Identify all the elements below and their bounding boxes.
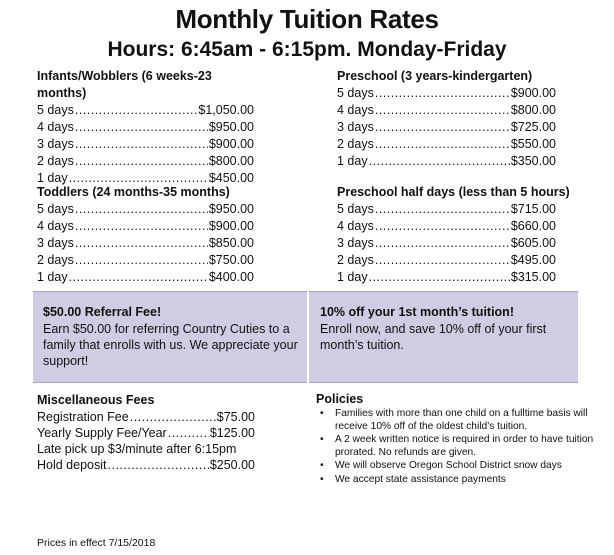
page-title: Monthly Tuition Rates — [175, 4, 439, 34]
rate-row: 2 days ..... $495.00 — [337, 252, 556, 269]
rate-row: 5 days ..... $950.00 — [37, 201, 254, 218]
rate-row: 3 days ..... $605.00 — [337, 235, 556, 252]
rate-row: 4 days ..... $950.00 — [37, 119, 254, 136]
policies-heading: Policies — [316, 392, 364, 406]
policies-list — [316, 408, 601, 486]
rate-row: 5 days ..... $715.00 — [337, 201, 556, 218]
rate-row: 4 days ..... $800.00 — [337, 102, 556, 119]
rate-row: 4 days ..... $660.00 — [337, 218, 556, 235]
hours-line: Hours: 6:45am - 6:15pm. Monday-Friday — [107, 38, 507, 61]
infants-rates — [37, 68, 254, 187]
rate-row: 3 days ..... $850.00 — [37, 235, 254, 252]
preschool-rates — [337, 68, 556, 170]
policy-item: • A 2 week written notice is required in order to have tuition prorated. No refunds are given. — [316, 434, 601, 459]
rate-row: 1 day ..... $450.00 — [37, 170, 254, 187]
toddlers-heading: Toddlers (24 months-35 months) — [37, 185, 230, 199]
policy-item: • We will observe Oregon School District snow days — [316, 460, 601, 473]
preschool-half-rates — [337, 184, 570, 286]
preschool-heading: Preschool (3 years-kindergarten) — [337, 69, 533, 83]
misc-fees — [37, 392, 255, 473]
referral-callout — [43, 304, 301, 369]
rate-row: 2 days ..... $750.00 — [37, 252, 254, 269]
referral-heading: $50.00 Referral Fee! — [43, 305, 162, 319]
promo-divider — [307, 291, 309, 383]
rate-row: 5 days ..... $1,050.00 — [37, 102, 254, 119]
policy-item: • Families with more than one child on a fulltime basis will receive 10% off of the oldest child’s tuition. — [316, 408, 601, 433]
rate-row: 3 days ..... $725.00 — [337, 119, 556, 136]
discount-heading: 10% off your 1st month’s tuition! — [320, 305, 514, 319]
discount-body: Enroll now, and save 10% off of your first month’s tuition. — [320, 322, 547, 352]
toddlers-rates — [37, 184, 254, 286]
rate-row: 1 day ..... $350.00 — [337, 153, 556, 170]
fee-row: Hold deposit ..... $250.00 — [37, 457, 255, 473]
rate-row: 2 days ..... $550.00 — [337, 136, 556, 153]
rate-row: 1 day ..... $400.00 — [37, 269, 254, 286]
rate-row: 1 day ..... $315.00 — [337, 269, 556, 286]
policy-item: • We accept state assistance payments — [316, 474, 601, 487]
rate-row: 3 days ..... $900.00 — [37, 136, 254, 153]
misc-fees-heading: Miscellaneous Fees — [37, 393, 155, 407]
discount-callout — [320, 304, 570, 353]
infants-heading: Infants/Wobblers (6 weeks-23 months) — [37, 69, 212, 100]
referral-body: Earn $50.00 for referring Country Cuties to a family that enrolls with us. We appreciate your support! — [43, 322, 298, 368]
rate-row: 2 days ..... $800.00 — [37, 153, 254, 170]
fee-row: Registration Fee ..... $75.00 — [37, 409, 255, 425]
prices-effective-note: Prices in effect 7/15/2018 — [37, 537, 156, 549]
fee-row: Yearly Supply Fee/Year ..... $125.00 — [37, 425, 255, 441]
late-pickup-fee: Late pick up $3/minute after 6:15pm — [37, 442, 237, 456]
rate-row: 5 days ..... $900.00 — [337, 85, 556, 102]
preschool-half-heading: Preschool half days (less than 5 hours) — [337, 185, 570, 199]
policies — [316, 392, 601, 487]
rate-row: 4 days ..... $900.00 — [37, 218, 254, 235]
